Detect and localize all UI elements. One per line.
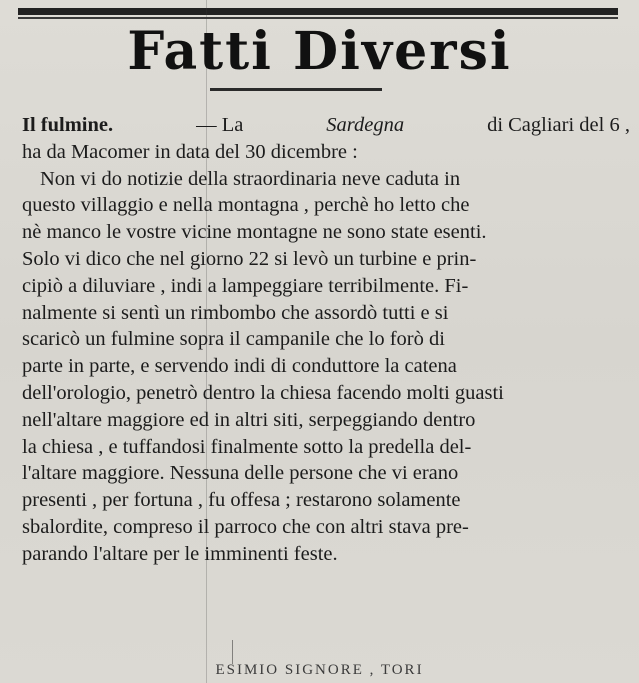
line-text: la chiesa , e tuffandosi finalmente sotto la predella del- [22, 435, 472, 458]
line-text: di Cagliari del 6 , [487, 114, 630, 136]
line-text: nell'altare maggiore ed in altri siti, serpeggiando dentro [22, 408, 476, 431]
article-line [22, 112, 630, 139]
article-title: Il fulmine. [22, 114, 114, 136]
line-text: scaricò un fulmine sopra il campanile che lo forò di [22, 328, 445, 351]
top-thick-rule [18, 8, 618, 15]
section-headline: Fatti Diversi [127, 21, 512, 82]
headline-underline [210, 88, 382, 91]
article-body [22, 112, 630, 568]
article-line [22, 541, 630, 568]
line-text: parando l'altare per le imminenti feste. [22, 542, 338, 565]
line-text: dell'orologio, penetrò dentro la chiesa facendo molti guasti [22, 381, 504, 404]
line-text: sbalordite, compreso il parroco che con altri stava pre- [22, 515, 469, 538]
article-line [22, 300, 630, 327]
article-line [22, 380, 630, 407]
article-line [22, 407, 630, 434]
line-text: cipiò a diluviare , indi a lampeggiare terribilmente. Fi- [22, 274, 469, 297]
article-line [22, 326, 630, 353]
line-text: parte in parte, e servendo indi di conduttore la catena [22, 355, 457, 378]
line-text: presenti , per fortuna , fu offesa ; restarono solamente [22, 489, 461, 512]
line-text: Solo vi dico che nel giorno 22 si levò un turbine e prin- [22, 247, 477, 270]
article-line [22, 353, 630, 380]
article-line [22, 139, 630, 166]
footer-fold-mark [232, 640, 233, 664]
article-line [22, 219, 630, 246]
next-article-heading: ESIMIO SIGNORE , TORI [215, 662, 424, 678]
article-line [22, 166, 630, 193]
article-line [22, 246, 630, 273]
line-text: — La [196, 114, 244, 136]
line-text: nalmente si sentì un rimbombo che assordò tutti e si [22, 301, 449, 324]
newspaper-name: Sardegna [326, 114, 405, 136]
top-thin-rule [18, 17, 618, 19]
article-line [22, 514, 630, 541]
article-line [22, 273, 630, 300]
article-line [22, 192, 630, 219]
article-line [22, 487, 630, 514]
article-line [22, 434, 630, 461]
line-text: l'altare maggiore. Nessuna delle persone che vi erano [22, 462, 459, 485]
line-text: questo villaggio e nella montagna , perchè ho letto che [22, 194, 470, 217]
line-text: nè manco le vostre vicine montagne ne sono state esenti. [22, 221, 487, 244]
article-line [22, 460, 630, 487]
line-text: Non vi do notizie della straordinaria neve caduta in [40, 167, 461, 190]
line-text: ha da Macomer in data del 30 dicembre : [22, 140, 358, 163]
